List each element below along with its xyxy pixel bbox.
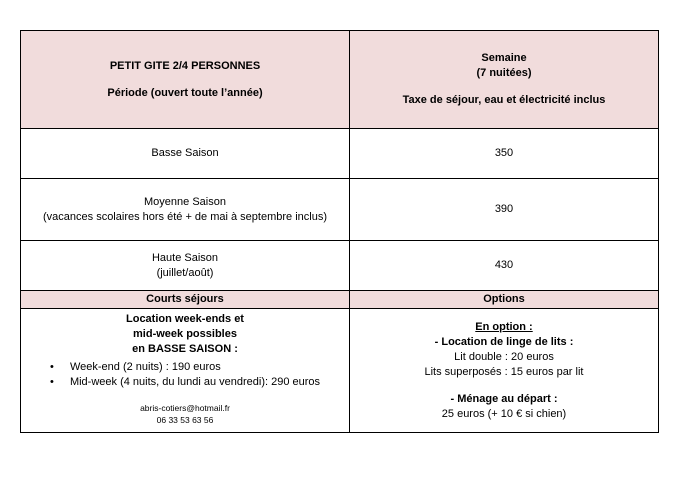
season-name: Moyenne Saison [144, 195, 226, 208]
linen-title: - Location de linge de lits : [434, 336, 574, 348]
taxes-included-label: Taxe de séjour, eau et électricité inclus [402, 94, 606, 106]
season-row-high [21, 240, 658, 290]
season-row-mid [21, 178, 658, 240]
contact-phone: 06 33 53 63 56 [156, 415, 214, 425]
season-price-cell [350, 179, 658, 240]
season-price: 350 [494, 147, 514, 159]
cleaning-price: 25 euros (+ 10 € si chien) [441, 408, 567, 420]
list-item: • Mid-week (4 nuits, du lundi au vendredi): 290 euros [50, 375, 320, 390]
period-label: Période (ouvert toute l’année) [107, 86, 263, 99]
season-name-cell [21, 241, 350, 290]
details-row [21, 308, 658, 432]
options-header-cell [350, 291, 658, 308]
season-price: 390 [494, 203, 514, 215]
header-right-cell [350, 31, 658, 128]
short-stays-header: Courts séjours [146, 293, 224, 305]
options-header: Options [483, 293, 525, 305]
season-price: 430 [494, 259, 514, 271]
short-stays-title: en BASSE SAISON : [132, 343, 238, 355]
header-row [21, 31, 658, 128]
short-stays-title: Location week-ends et [126, 313, 244, 325]
linen-item: Lit double : 20 euros [454, 351, 554, 363]
short-stays-header-cell [21, 291, 350, 308]
season-name: Basse Saison [151, 147, 219, 159]
short-stays-list [50, 360, 320, 390]
season-detail: (vacances scolaires hors été + de mai à septembre inclus) [43, 210, 327, 223]
cleaning-title: - Ménage au départ : [450, 393, 558, 405]
nights-label: (7 nuitées) [476, 67, 532, 79]
season-detail: (juillet/août) [156, 266, 214, 279]
list-item: • Week-end (2 nuits) : 190 euros [50, 360, 320, 375]
season-row-low [21, 128, 658, 178]
season-price-cell [350, 241, 658, 290]
season-price-cell [350, 129, 658, 178]
options-heading: En option : [475, 321, 533, 333]
tarif-table [20, 30, 659, 433]
season-name: Haute Saison [151, 251, 219, 264]
contact-email: abris-cotiers@hotmail.fr [140, 403, 230, 413]
options-cell [350, 309, 658, 432]
week-label: Semaine [481, 52, 527, 64]
gite-title: PETIT GITE 2/4 PERSONNES [109, 59, 261, 72]
linen-item: Lits superposés : 15 euros par lit [424, 366, 584, 378]
season-name-cell [21, 129, 350, 178]
short-stays-cell [21, 309, 350, 432]
header-left-cell [21, 31, 350, 128]
short-stays-title: mid-week possibles [133, 328, 237, 340]
section-header-row [21, 290, 658, 308]
season-name-cell [21, 179, 350, 240]
